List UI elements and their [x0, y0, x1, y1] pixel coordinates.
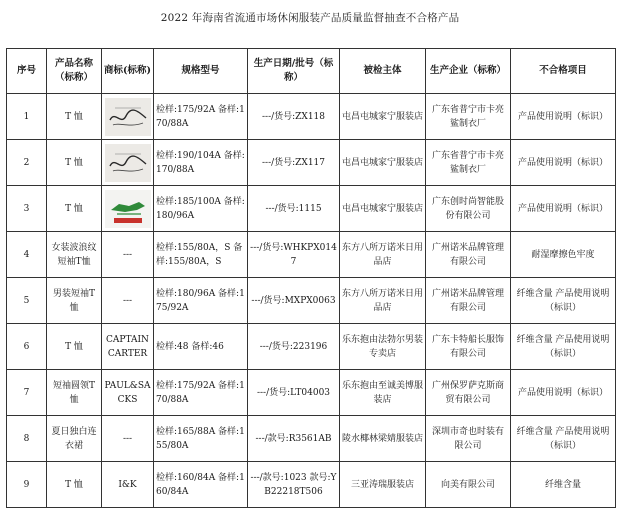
- cell-no: 1: [7, 94, 47, 140]
- table-row: [7, 416, 616, 462]
- cell-fail: 产品使用说明（标识）: [511, 140, 616, 186]
- cell-maker: 广东省普宁市卡亮鲨制衣厂: [426, 94, 511, 140]
- cell-spec: 检样:175/92A 备样:170/88A: [154, 94, 248, 140]
- table-row: [7, 94, 616, 140]
- cell-fail: 耐湿摩擦色牢度: [511, 232, 616, 278]
- cell-date: ---/货号:223196: [248, 324, 340, 370]
- cell-spec: 检样:185/100A 备样:180/96A: [154, 186, 248, 232]
- cell-brand: [102, 186, 154, 232]
- cell-brand: ---: [102, 416, 154, 462]
- table-row: [7, 324, 616, 370]
- cell-inspected: 乐东抱由至诚美博服装店: [340, 370, 426, 416]
- cell-date: ---/货号:1115: [248, 186, 340, 232]
- nonconforming-products-table: [6, 48, 616, 508]
- cell-maker: 广东省普宁市卡亮鲨制衣厂: [426, 140, 511, 186]
- table-row: [7, 370, 616, 416]
- table-row: [7, 278, 616, 324]
- cell-date: ---/货号:MXPX0063: [248, 278, 340, 324]
- cell-spec: 检样:165/88A 备样:155/80A: [154, 416, 248, 462]
- cell-date: ---/货号:ZX117: [248, 140, 340, 186]
- cell-date: ---/货号:ZX118: [248, 94, 340, 140]
- cell-spec: 检样:155/80A，S 备样:155/80A，S: [154, 232, 248, 278]
- cell-brand: [102, 94, 154, 140]
- cell-brand: ---: [102, 278, 154, 324]
- script-logo-icon: [105, 144, 151, 182]
- cell-name: T 恤: [47, 186, 102, 232]
- cell-maker: 广州保罗萨克斯商贸有限公司: [426, 370, 511, 416]
- header-inspected: 被检主体: [340, 49, 426, 94]
- header-date: 生产日期/批号（标称）: [248, 49, 340, 94]
- cell-name: T 恤: [47, 94, 102, 140]
- cell-fail: 纤维含量 产品使用说明（标识）: [511, 416, 616, 462]
- cell-fail: 产品使用说明（标识）: [511, 186, 616, 232]
- table-header-row: [7, 49, 616, 94]
- cell-maker: 广东卡特船长服饰有限公司: [426, 324, 511, 370]
- cell-inspected: 东方八所万诺米日用品店: [340, 232, 426, 278]
- cell-spec: 检样:48 备样:46: [154, 324, 248, 370]
- cell-no: 8: [7, 416, 47, 462]
- cell-maker: 广东创时尚智能股份有限公司: [426, 186, 511, 232]
- cell-brand: ---: [102, 232, 154, 278]
- cell-no: 7: [7, 370, 47, 416]
- cell-no: 2: [7, 140, 47, 186]
- cell-name: 女装波浪纹短袖T恤: [47, 232, 102, 278]
- cell-brand: PAUL&SACKS: [102, 370, 154, 416]
- cell-date: ---/款号:1023 款号:YB22218T506: [248, 462, 340, 508]
- cell-fail: 产品使用说明（标识）: [511, 370, 616, 416]
- cell-inspected: 三亚涛瑞服装店: [340, 462, 426, 508]
- cell-fail: 纤维含量 产品使用说明（标识）: [511, 278, 616, 324]
- document-title: 2022 年海南省流通市场休闲服装产品质量监督抽查不合格产品: [160, 12, 460, 24]
- cell-fail: 纤维含量 产品使用说明（标识）: [511, 324, 616, 370]
- cell-no: 9: [7, 462, 47, 508]
- cell-name: 夏日独白连衣裙: [47, 416, 102, 462]
- cell-inspected: 东方八所万诺米日用品店: [340, 278, 426, 324]
- cell-maker: 向美有限公司: [426, 462, 511, 508]
- cell-fail: 纤维含量: [511, 462, 616, 508]
- header-maker: 生产企业（标称）: [426, 49, 511, 94]
- table-row: [7, 140, 616, 186]
- cell-no: 4: [7, 232, 47, 278]
- cell-spec: 检样:180/96A 备样:175/92A: [154, 278, 248, 324]
- cell-brand: I&K: [102, 462, 154, 508]
- cell-name: T 恤: [47, 140, 102, 186]
- table-row: [7, 186, 616, 232]
- crocodile-logo-icon: [105, 190, 151, 228]
- cell-no: 6: [7, 324, 47, 370]
- header-fail: 不合格项目: [511, 49, 616, 94]
- cell-maker: 广州诺米品牌管理有限公司: [426, 278, 511, 324]
- cell-spec: 检样:190/104A 备样:170/88A: [154, 140, 248, 186]
- script-logo-icon: [105, 98, 151, 136]
- header-spec: 规格型号: [154, 49, 248, 94]
- cell-inspected: 乐东抱由法勃尔男装专卖店: [340, 324, 426, 370]
- table-row: [7, 462, 616, 508]
- cell-maker: 深圳市奇也时装有限公司: [426, 416, 511, 462]
- header-brand: 商标(标称): [102, 49, 154, 94]
- cell-fail: 产品使用说明（标识）: [511, 94, 616, 140]
- header-no: 序号: [7, 49, 47, 94]
- cell-inspected: 屯昌屯城家宁服装店: [340, 94, 426, 140]
- cell-inspected: 屯昌屯城家宁服装店: [340, 186, 426, 232]
- cell-brand: CAPTAIN CARTER: [102, 324, 154, 370]
- cell-date: ---/货号:WHKPX0147: [248, 232, 340, 278]
- table-row: [7, 232, 616, 278]
- cell-inspected: 屯昌屯城家宁服装店: [340, 140, 426, 186]
- cell-spec: 检样:175/92A 备样:170/88A: [154, 370, 248, 416]
- cell-maker: 广州诺米品牌管理有限公司: [426, 232, 511, 278]
- cell-date: ---/货号:LT04003: [248, 370, 340, 416]
- header-name: 产品名称（标称）: [47, 49, 102, 94]
- cell-no: 5: [7, 278, 47, 324]
- cell-name: 短袖圆领T恤: [47, 370, 102, 416]
- cell-brand: [102, 140, 154, 186]
- cell-inspected: 陵水椰林梁婧服装店: [340, 416, 426, 462]
- cell-spec: 检样:160/84A 备样:160/84A: [154, 462, 248, 508]
- cell-no: 3: [7, 186, 47, 232]
- cell-name: 男装短袖T恤: [47, 278, 102, 324]
- cell-name: T 恤: [47, 462, 102, 508]
- cell-name: T 恤: [47, 324, 102, 370]
- cell-date: ---/款号:R3561AB: [248, 416, 340, 462]
